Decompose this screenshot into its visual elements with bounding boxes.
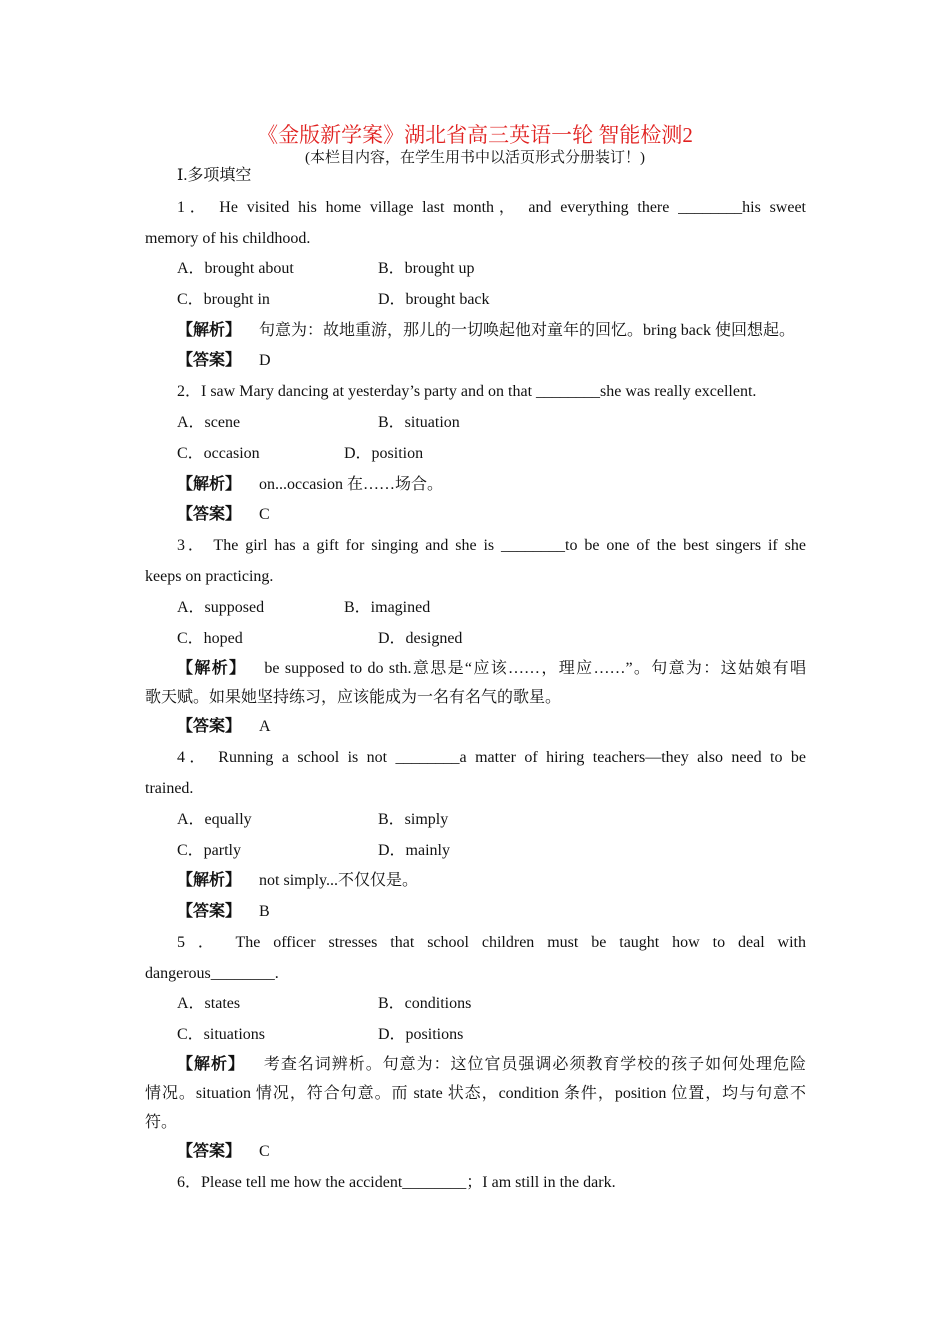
q4-option-d: D．mainly [378,842,450,859]
q3-analysis-text-1: be supposed to do sth.意思是“应该……，理应……”。句意为：这姑娘有唱 [264,660,806,677]
q5-stem-line1: 5 ． The officer stresses that school children must be taught how to deal with [177,934,806,951]
answer-label: 【答案】 [177,352,242,369]
q2-option-b: B．situation [378,414,460,431]
q1-options-row1 [177,256,806,282]
q1-option-d: D．brought back [378,291,490,308]
q5-option-c: C．situations [177,1026,266,1043]
q4-answer [177,899,806,925]
answer-label: 【答案】 [177,718,242,735]
q4-options-row2 [177,838,806,864]
q3-options-row2 [177,626,806,652]
q4-answer-value: B [259,903,270,920]
q4-analysis-text: not simply...不仅仅是。 [259,872,418,889]
q4-option-a: A．equally [177,811,252,828]
section-heading: Ⅰ.多项填空 [177,167,252,184]
document-subtitle: (本栏目内容，在学生用书中以活页形式分册装订！) [305,150,645,166]
q5-analysis-line3: 符。 [145,1114,178,1131]
q1-answer-value: D [259,352,271,369]
q5-option-d: D．positions [378,1026,464,1043]
q2-answer [177,502,806,528]
q2-analysis-text: on...occasion 在……场合。 [259,476,443,493]
q4-stem-line1: 4． Running a school is not ________a matter of hiring teachers—they also need to be [177,749,806,766]
q1-stem-line2: memory of his childhood. [145,230,311,247]
q5-options-row1 [177,991,806,1017]
q3-answer-value: A [259,718,271,735]
answer-label: 【答案】 [177,903,242,920]
q2-answer-value: C [259,506,270,523]
answer-label: 【答案】 [177,1143,242,1160]
q4-option-b: B．simply [378,811,449,828]
q4-option-c: C．partly [177,842,241,859]
q4-analysis [177,868,806,894]
q5-options-row2 [177,1022,806,1048]
q1-answer [177,348,806,374]
q5-answer [177,1139,806,1165]
q2-option-a: A．scene [177,414,241,431]
q3-stem-line1: 3． The girl has a gift for singing and she is ________to be one of the best singers if she [177,537,806,554]
analysis-label: 【解析】 [177,476,242,493]
q6-stem-line1: 6．Please tell me how the accident________；I am still in the dark. [177,1174,616,1191]
q1-option-b: B．brought up [378,260,475,277]
q2-options-row2 [177,441,806,467]
q1-option-c: C．brought in [177,291,270,308]
analysis-label: 【解析】 [177,872,242,889]
q5-stem-line2: dangerous________. [145,965,279,982]
q3-option-b: B．imagined [344,599,431,616]
q3-options-row1 [177,595,806,621]
q5-analysis-line2: 情况。situation 情况，符合句意。而 state 状态，condition 条件，position 位置，均与句意不 [145,1085,806,1102]
q3-option-d: D．designed [378,630,463,647]
q1-analysis-text: 句意为：故地重游，那儿的一切唤起他对童年的回忆。bring back 使回想起。 [259,322,795,339]
q3-answer [177,714,806,740]
q1-option-a: A．brought about [177,260,294,277]
q1-stem-line1: 1． He visited his home village last month， and everything there ________his sweet [177,199,806,216]
q2-option-c: C．occasion [177,445,260,462]
analysis-label: 【解析】 [177,1056,245,1073]
q5-option-a: A．states [177,995,241,1012]
q2-stem-line1: 2．I saw Mary dancing at yesterday’s party and on that ________she was really excellent. [177,383,757,400]
q3-option-a: A．supposed [177,599,265,616]
q1-options-row2 [177,287,806,313]
q3-analysis-line1 [177,656,806,682]
q2-analysis [177,472,806,498]
document-title: 《金版新学案》湖北省高三英语一轮 智能检测2 [257,123,693,147]
q4-options-row1 [177,807,806,833]
analysis-label: 【解析】 [177,322,242,339]
q3-analysis-line2: 歌天赋。如果她坚持练习，应该能成为一名有名气的歌星。 [145,689,562,706]
q5-answer-value: C [259,1143,270,1160]
q3-stem-line2: keeps on practicing. [145,568,274,585]
q4-stem-line2: trained. [145,780,194,797]
q5-option-b: B．conditions [378,995,472,1012]
q5-analysis-line1 [177,1052,806,1078]
q5-analysis-text-1: 考查名词辨析。句意为：这位官员强调必须教育学校的孩子如何处理危险 [262,1056,806,1073]
q2-options-row1 [177,410,806,436]
q1-analysis [177,318,806,344]
q2-option-d: D．position [344,445,424,462]
analysis-label: 【解析】 [177,660,247,677]
q3-option-c: C．hoped [177,630,243,647]
answer-label: 【答案】 [177,506,242,523]
